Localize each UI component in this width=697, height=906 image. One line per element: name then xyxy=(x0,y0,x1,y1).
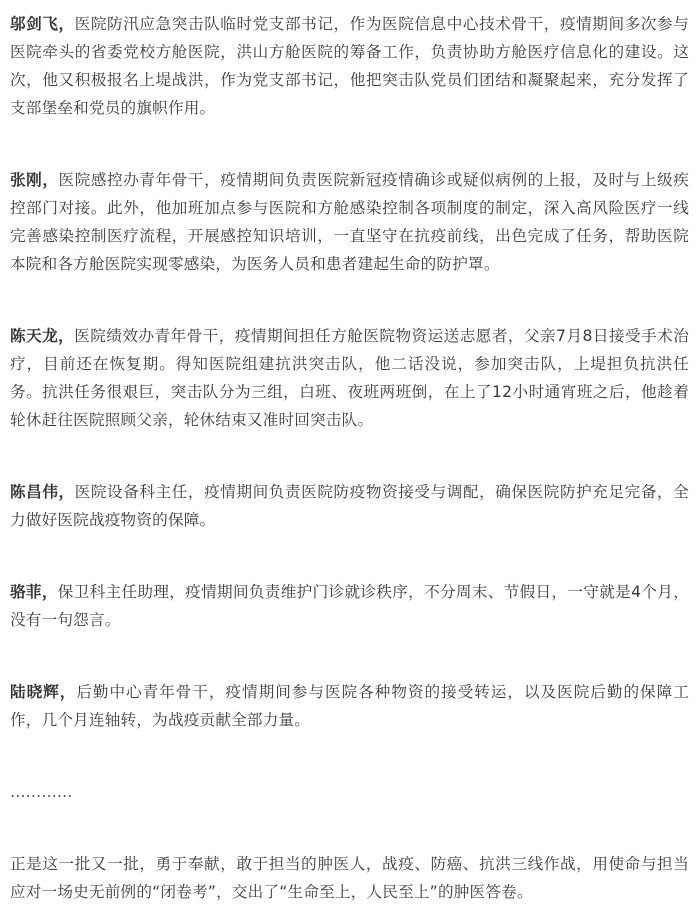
paragraph-text: 医院防汛应急突击队临时党支部书记，作为医院信息中心技术骨干，疫情期间多次参与医院牵头的省委党校方舱医院，洪山方舱医院的筹备工作，负责协助方舱医疗信息化的建设。这次，他又积极报名上堤战洪，作为党支部书记，他把突击队党员们团结和凝聚起来，充分发挥了支部堡垒和党员的旗帜作用。 xyxy=(10,15,689,117)
paragraph-text: 医院设备科主任，疫情期间负责医院防疫物资接受与调配，确保医院防护充足完备，全力做好医院战疫物资的保障。 xyxy=(10,483,689,529)
paragraph-text: 医院感控办青年骨干，疫情期间负责医院新冠疫情确诊或疑似病例的上报，及时与上级疾控部门对接。此外，他加班加点参与医院和方舱感染控制各项制度的制定，深入高风险医疗一线完善感染控制医疗流程，开展感控知识培训，一直坚守在抗疫前线，出色完成了任务，帮助医院本院和各方舱医院实现零感染，为医务人员和患者建起生命的防护罩。 xyxy=(10,171,689,273)
paragraph-text: 保卫科主任助理，疫情期间负责维护门诊就诊秩序，不分周末、节假日，一守就是4个月，没有一句怨言。 xyxy=(10,583,689,629)
ellipsis-separator: ………… xyxy=(10,783,73,801)
paragraph-luo-fei xyxy=(10,578,689,634)
person-name: 骆菲， xyxy=(10,583,58,601)
paragraph-gap xyxy=(10,434,689,478)
person-name: 张刚， xyxy=(10,171,59,189)
article-body xyxy=(10,10,689,906)
paragraph-chen-changwei xyxy=(10,478,689,534)
closing-paragraph: 正是这一批又一批，勇于奉献，敢于担当的肿医人，战疫、防癌、抗洪三线作战，用使命与担当应对一场史无前例的“闭卷考”，交出了“生命至上，人民至上”的肿医答卷。 xyxy=(10,855,689,901)
paragraph-gap xyxy=(10,634,689,678)
paragraph-gap xyxy=(10,806,689,850)
person-name: 陈昌伟， xyxy=(10,483,75,501)
paragraph-text: 后勤中心青年骨干，疫情期间参与医院各种物资的接受转运，以及医院后勤的保障工作，几个月连轴转，为战疫贡献全部力量。 xyxy=(10,683,689,729)
person-name: 陈天龙， xyxy=(10,327,75,345)
paragraph-gap xyxy=(10,534,689,578)
paragraph-gap xyxy=(10,278,689,322)
paragraph-text: 医院绩效办青年骨干，疫情期间担任方舱医院物资运送志愿者，父亲7月8日接受手术治疗，目前还在恢复期。得知医院组建抗洪突击队，他二话没说，参加突击队，上堤担负抗洪任务。抗洪任务很艰巨，突击队分为三组，白班、夜班两班倒，在上了12小时通宵班之后，他趁着轮休赶往医院照顾父亲，轮休结束又准时回突击队。 xyxy=(10,327,689,429)
paragraph-gap xyxy=(10,734,689,778)
person-name: 邬剑飞， xyxy=(10,15,75,33)
person-name: 陆晓辉， xyxy=(10,683,77,701)
paragraph-gap xyxy=(10,122,689,166)
paragraph-wu-jianfei xyxy=(10,10,689,122)
paragraph-zhang-gang xyxy=(10,166,689,278)
paragraph-chen-tianlong xyxy=(10,322,689,434)
paragraph-lu-xiaohui xyxy=(10,678,689,734)
